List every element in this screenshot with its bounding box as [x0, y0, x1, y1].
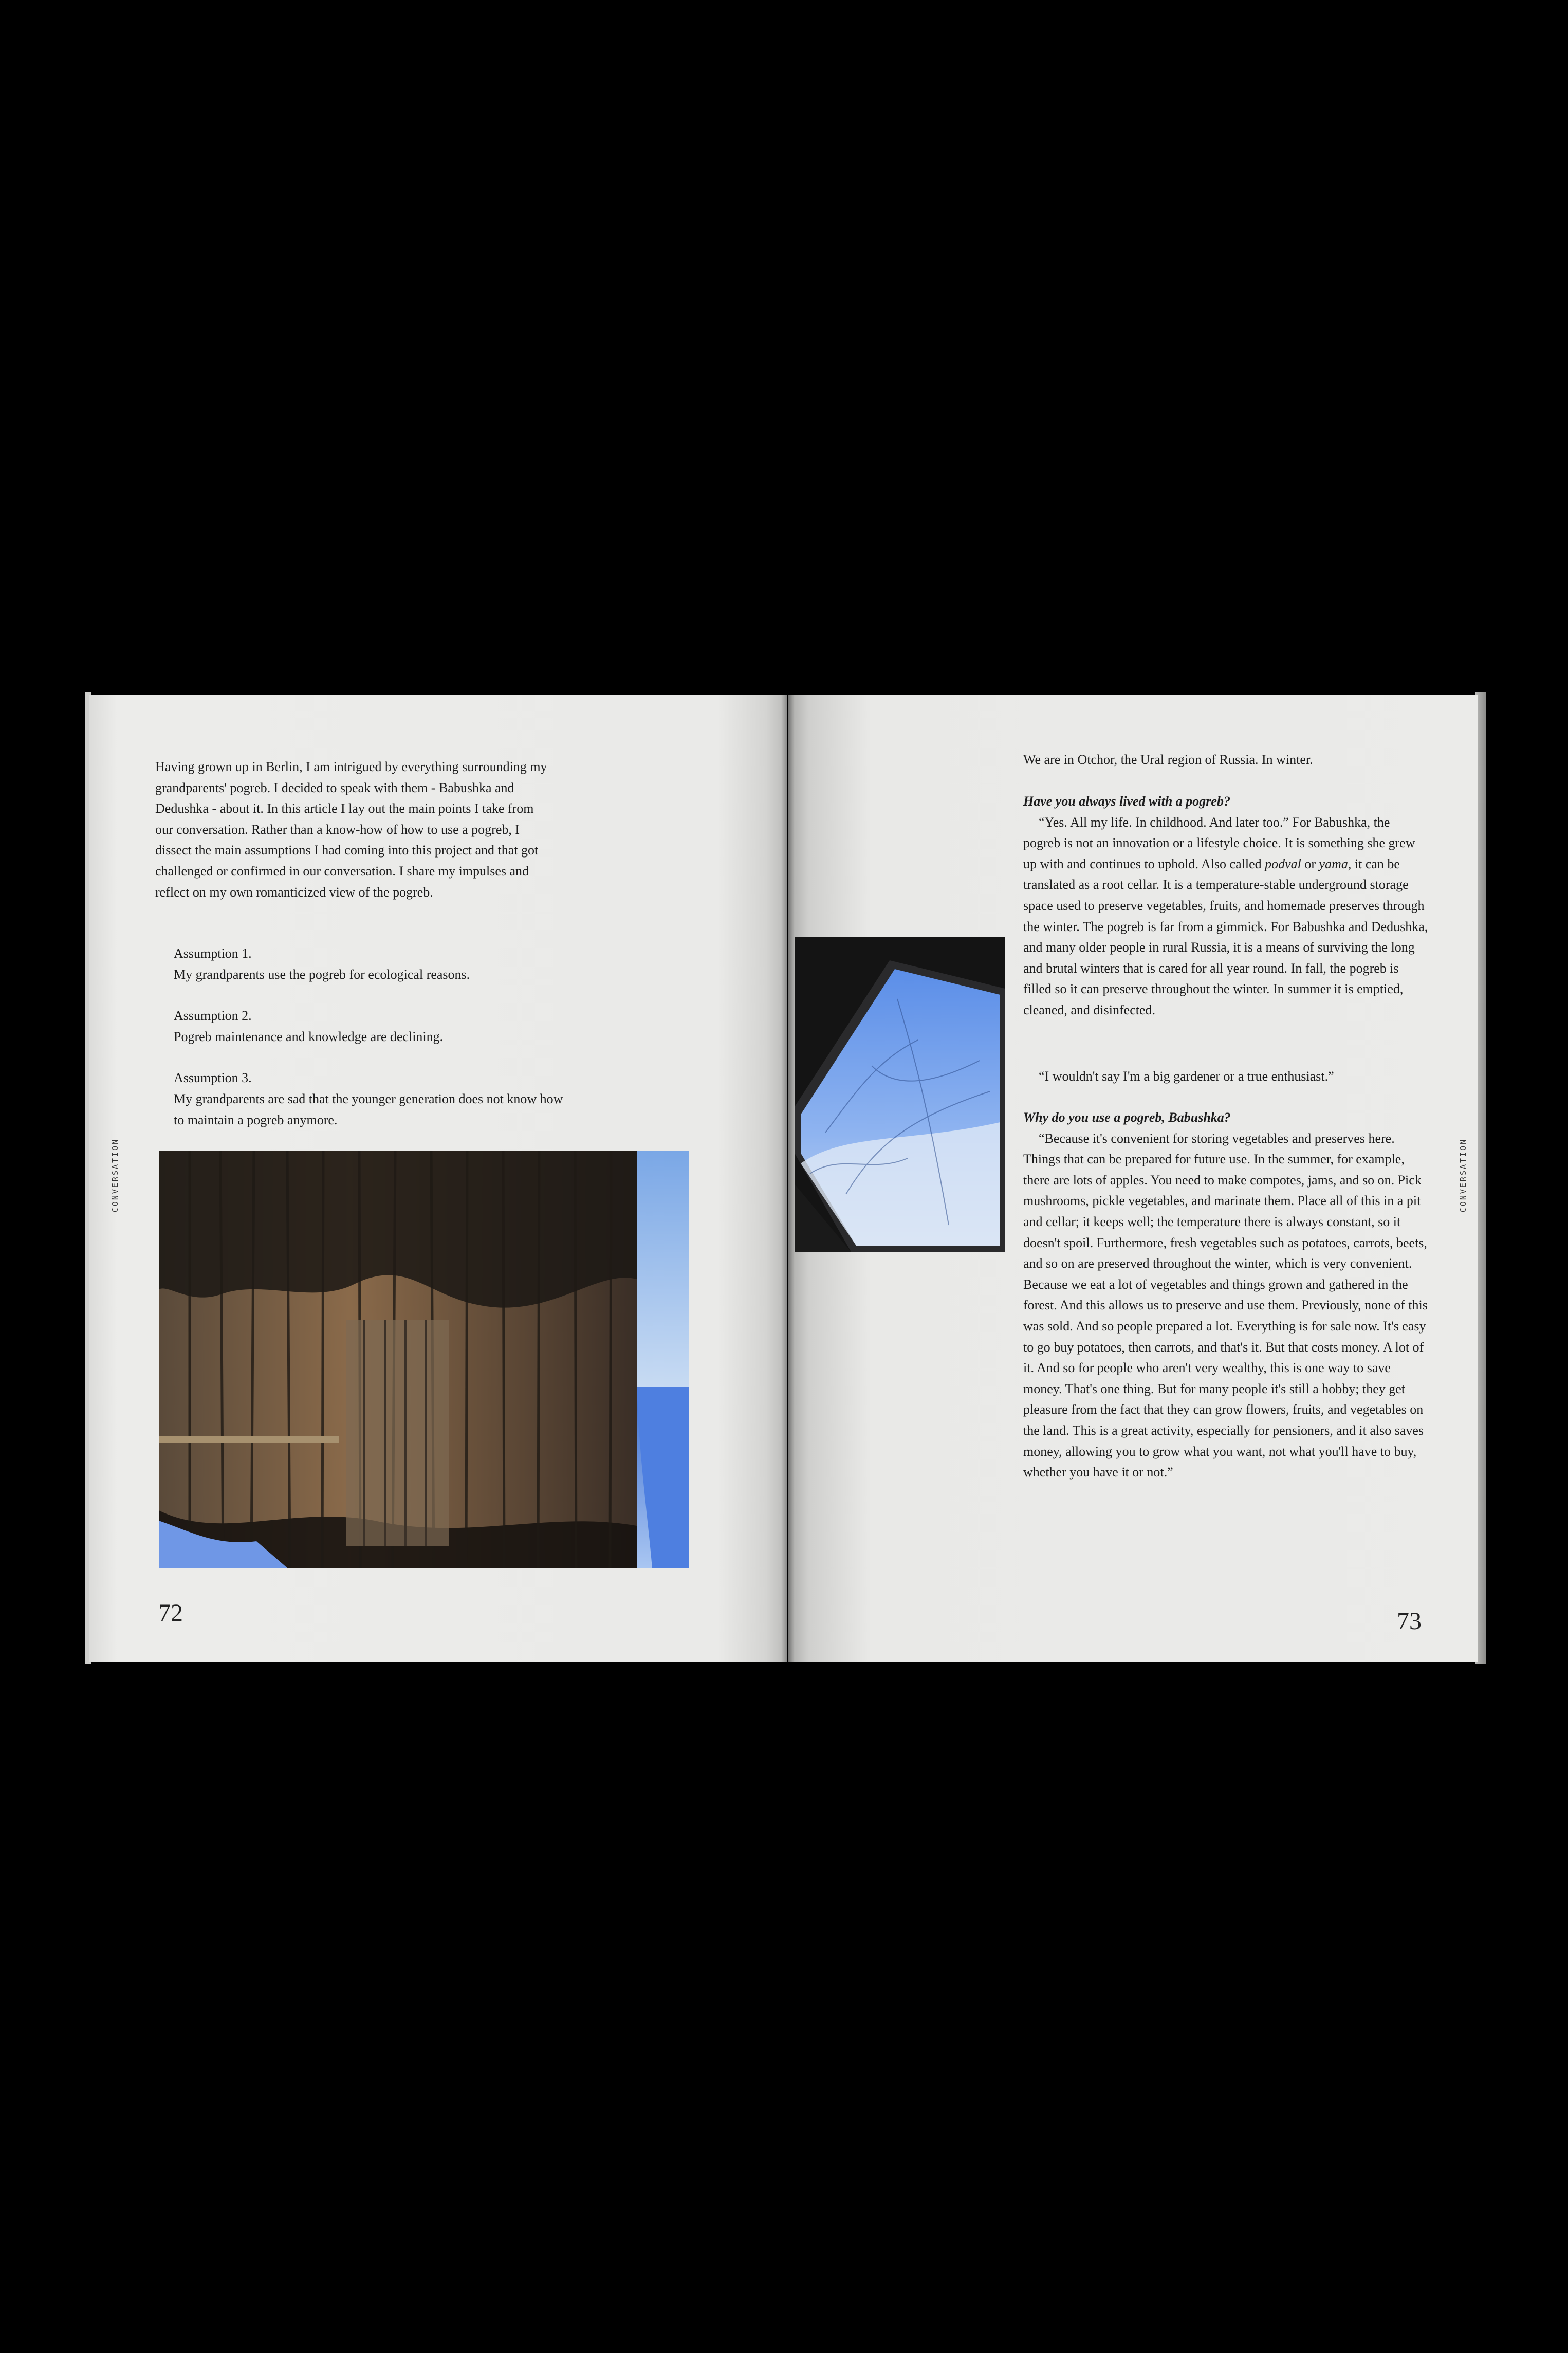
pull-quote: “I wouldn't say I'm a big gardener or a true enthusiast.”	[1039, 1069, 1334, 1084]
location-line: We are in Otchor, the Ural region of Russia. In winter.	[1023, 752, 1313, 767]
assumption-label: Assumption 1.	[174, 946, 252, 961]
left-page	[89, 695, 787, 1662]
page-number-left: 72	[158, 1599, 183, 1627]
assumption-2	[174, 1006, 564, 1047]
interview-section-1	[1023, 791, 1429, 1021]
assumption-1	[174, 943, 564, 985]
running-head-left: CONVERSATION	[110, 1138, 120, 1213]
running-head-right: CONVERSATION	[1459, 1138, 1468, 1213]
term-yama: yama	[1319, 856, 1348, 871]
answer-text: , it can be translated as a root cellar. It is a temperature-stable underground storage space used to preserve vegetables, fruits, and homemade preserves through the winter. The pogreb is far from a gimmick. For Babushka and Dedushka, and many older people in rural Russia, it is a means of surviving the long and brutal winters that is cared for all year round. In fall, the pogreb is filled so it can preserve throughout the winter. In summer it is emptied, cleaned, and disinfected.	[1023, 856, 1428, 1017]
frosted-window-photo	[795, 937, 1005, 1252]
term-podval: podval	[1265, 856, 1301, 871]
assumptions-list	[174, 943, 564, 1130]
interview-question: Why do you use a pogreb, Babushka?	[1023, 1110, 1231, 1125]
assumption-label: Assumption 3.	[174, 1070, 252, 1086]
assumption-3	[174, 1068, 564, 1130]
spine-gutter	[781, 695, 795, 1662]
answer-text: or	[1301, 856, 1319, 871]
interview-answer	[1023, 812, 1429, 1021]
page-number-right: 73	[1397, 1608, 1422, 1635]
assumption-label: Assumption 2.	[174, 1008, 252, 1024]
answer-text: “Yes. All my life. In childhood. And later too.” For Babushka, the pogreb is not an innovation or a lifestyle choice. It is something she grew up with and continues to uphold. Also called	[1023, 814, 1415, 871]
intro-paragraph: Having grown up in Berlin, I am intrigued by everything surrounding my grandparents' pogreb. I decided to speak with them - Babushka and Dedushka - about it. In this article I lay out the main points I take from our conversation. Rather than a know-how of how to use a pogreb, I dissect the main assumptions I had coming into this project and that got challenged or confirmed in our conversation. I share my impulses and reflect on my own romanticized view of the pogreb.	[155, 759, 547, 900]
barn-door-photo	[159, 1151, 689, 1568]
interview-question: Have you always lived with a pogreb?	[1023, 794, 1230, 809]
interview-answer: “Because it's convenient for storing vegetables and preserves here. Things that can be prepared for future use. In the summer, for example, there are lots of apples. You need to make compotes, jams, and so on. Pick mushrooms, pickle vegetables, and marinate them. Place all of this in a pit and cellar; it keeps well; the temperature there is always constant, so it doesn't spoil. Furthermore, fresh vegetables such as potatoes, carrots, beets, and so on are preserved throughout the winter, which is very convenient. Because we eat a lot of vegetables and things grown and gathered in the forest. And this allows us to preserve and use them. Previously, none of this was sold. And so people prepared a lot. Everything is for sale now. It's easy to go buy potatoes, then carrots, and that's it. But that costs money. A lot of it. And so for people who aren't very wealthy, this is one way to save money. That's one thing. But for many people it's still a hobby; they get pleasure from the fact that they can grow flowers, fruits, and vegetables on the land. This is a great activity, especially for pensioners, and it also saves money, allowing you to grow what you want, not what you'll have to buy, whether you have it or not.”	[1023, 1130, 1428, 1480]
interview-section-2	[1023, 1107, 1429, 1483]
assumption-text: Pogreb maintenance and knowledge are declining.	[174, 1029, 444, 1044]
assumption-text: My grandparents use the pogreb for ecological reasons.	[174, 966, 470, 982]
assumption-text: My grandparents are sad that the younger generation does not know how to maintain a pogreb anymore.	[174, 1091, 563, 1127]
right-page	[788, 695, 1478, 1662]
